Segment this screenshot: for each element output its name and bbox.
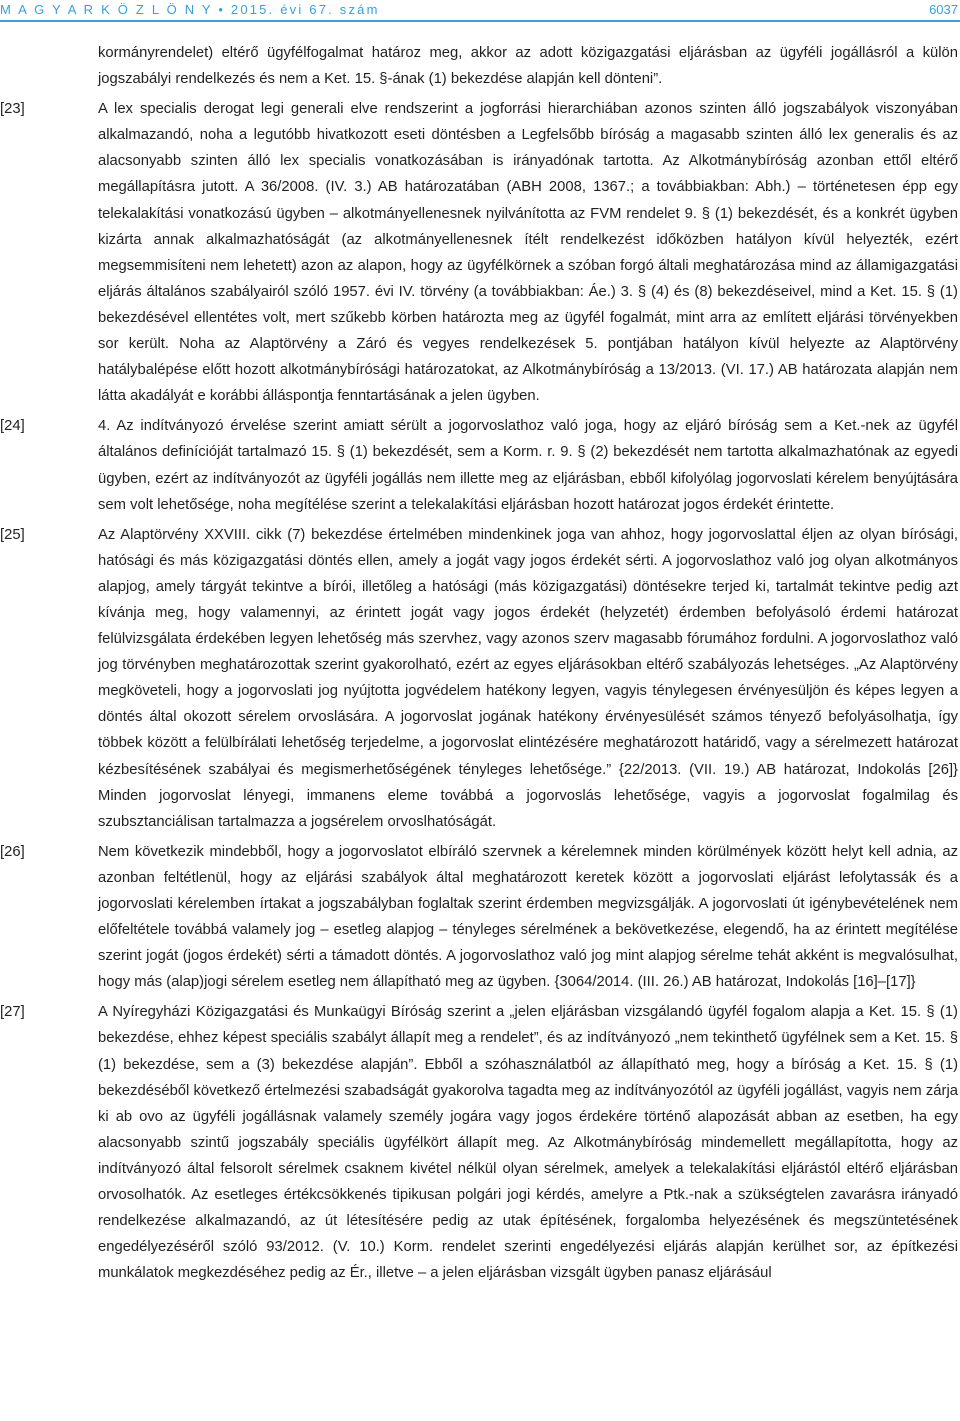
paragraph-text: kormányrendelet) eltérő ügyfélfogalmat határoz meg, akkor az adott közigazgatási eljárásban az ügyféli jogállásról a külön jogszabályi rendelkezés és nem a Ket. 15. §-ának (1) bekezdése alapján kell dönteni”.: [98, 45, 958, 88]
paragraph-25: [0, 522, 960, 835]
paragraph-number: [24]: [0, 418, 25, 435]
paragraph-26: [0, 839, 960, 996]
header-divider: [0, 20, 960, 22]
paragraph-number: [27]: [0, 1004, 25, 1021]
paragraph-number: [23]: [0, 101, 25, 118]
paragraph-text: A lex specialis derogat legi generali elve rendszerint a jogforrási hierarchiában azonos szinten álló jogszabályok viszonyában alkalmazandó, noha a legutóbb hivatkozott eseti döntésben a Legfelsőbb bíróság a magasabb szinten álló lex generalis és az alacsonyabb szinten álló lex specialis vonatkozásában is irányadónak tartotta. Az Alkotmánybíróság azonban ettől eltérő megállapításra jutott. A 36/2008. (IV. 3.) AB határozatában (ABH 2008, 1367.; a továbbiakban: Abh.) – történetesen épp egy telekalakítási vonatkozású ügyben – alkotmányellenesnek nyilvánította az FVM rendelet 9. § (1) bekezdését, és a konkrét ügyben kizárta annak alkalmazhatóságát (az alkotmányellenesnek ítélt rendelkezést időközben hatályon kívül helyezték, ezért megsemmisíteni nem lehetett) azon az alapon, hogy az ügyfélkörnek a szóban forgó általi meghatározása mind az államigazgatási eljárás általános szabályairól szóló 1957. évi IV. törvény (a továbbiakban: Áe.) 3. § (4) és (8) bekezdéseivel, mind a Ket. 15. § (1) bekezdésével ellentétes volt, mert szűkebb körben határozta meg az ügyfél fogalmát, mint arra az említett eljárási törvényekben sor került. Noha az Alaptörvény a Záró és vegyes rendelkezések 5. pontjában hatályon kívül helyezte az Alaptörvény hatálybalépése előtt hozott alkotmánybírósági határozatokat, az Alkotmánybíróság a 13/2013. (VI. 17.) AB határozata alapján nem látta akadályát e korábbi álláspontja fenntartásának a jelen ügyben.: [98, 101, 958, 405]
paragraph-text: Nem következik mindebből, hogy a jogorvoslatot elbíráló szervnek a kérelemnek minden körülmények között helyt kell adnia, az azonban feltétlenül, hogy az eljárási szabályok által meghatározott keretek között a jogorvoslati eljárást lefolytassák és a jogorvoslati kérelemben írtakat a jogszabályban foglaltak szerint érdemben megvizsgálják. A jogorvoslati út igénybevételének nem előfeltétele továbbá valamely jog – esetleg alapjog – tényleges sérelmének a bekövetkezése, elegendő, ha az érintett megítélése szerint jogát (jogos érdekét) sérti a támadott döntés. A jogorvoslathoz való jog mint alapjog sérelme tehát akként is megvalósulhat, hogy más (alap)jogi sérelem esetleg nem állapítható meg az ügyben. {3064/2014. (III. 26.) AB határozat, Indokolás [16]–[17]}: [98, 843, 958, 991]
paragraph-text: Az Alaptörvény XXVIII. cikk (7) bekezdése értelmében mindenkinek joga van ahhoz, hogy jogorvoslattal éljen az olyan bírósági, hatósági és más közigazgatási döntés ellen, amely a jogát vagy jogos érdekét sérti. A jogorvoslathoz való jog olyan alkotmányos alapjog, amely tárgyát tekintve a bírói, illetőleg a hatósági (más közigazgatási) döntésekre terjed ki, tartalmát tekintve pedig azt kívánja meg, hogy valamennyi, az érintett jogát vagy jogos érdekét (helyzetét) érdemben befolyásoló érdemi határozat felülvizsgálata érdekében legyen lehetőség más szervhez, vagy azonos szerv magasabb fórumához fordulni. A jogorvoslathoz való jog törvényben meghatározottak szerint gyakorolható, ezért az egyes eljárásokban eltérő szabályozás lehetséges. „Az Alaptörvény megköveteli, hogy a jogorvoslati jog nyújtotta jogvédelem hatékony legyen, vagyis ténylegesen érvényesüljön és képes legyen a döntés által okozott sérelem orvoslására. A jogorvoslat jogának hatékony érvényesülését számos tényező befolyásolhatja, így többek között a felülbírálati lehetőség terjedelme, a jogorvoslat elintézésére meghatározott határidő, vagy a sérelmezett határozat kézbesítésének szabályai és megismerhetőségének tényleges lehetősége.” {22/2013. (VII. 19.) AB határozat, Indokolás [26]} Minden jogorvoslat lényegi, immanens eleme továbbá a jogorvoslás lehetősége, vagyis a jogorvoslat fogalmilag és szubsztanciálisan tartalmazza a jogsérelem orvoslhatóságát.: [98, 526, 958, 830]
page-number: 6037: [929, 2, 958, 17]
page-header: [0, 0, 960, 22]
paragraph-27: [0, 999, 960, 1286]
paragraph-continuation: [0, 40, 960, 92]
paragraph-text: 4. Az indítványozó érvelése szerint amiatt sérült a jogorvoslathoz való joga, hogy az eljáró bíróság sem a Ket.-nek az ügyfél általános definícióját tartalmazó 15. § (1) bekezdését, sem a Korm. r. 9. § (2) bekezdését nem tartotta alkalmazhatónak az egyedi ügyben, ezért az indítványozót az ügyféli jogállás nem illette meg az eljárásban, ebből kifolyólag jogorvoslati kérelem benyújtására sem volt lehetősége, noha megítélése szerint a telekalakítási eljárásban hozott határozat jogos érdekét érintette.: [98, 418, 958, 513]
journal-title: M A G Y A R K Ö Z L Ö N Y • 2015. évi 67. szám: [0, 2, 380, 17]
paragraph-text: A Nyíregyházi Közigazgatási és Munkaügyi Bíróság szerint a „jelen eljárásban vizsgálandó ügyfél fogalom alapja a Ket. 15. § (1) bekezdése, ehhez képest speciális szabályt állapít meg a rendelet”, és az indítványozó „nem tekinthető ügyfélnek sem a Ket. 15. § (1) bekezdése, sem a (3) bekezdése alapján”. Ebből a szóhasználatból az állapítható meg, hogy a bíróság a Ket. 15. § (1) bekezdéséből következő értelmezési szabadságát gyakorolva tagadta meg az indítványozótól az ügyféli jogállást, vagyis nem zárja ki ab ovo az ügyféli jogállásnak valamely személy jogára vagy jogos érdekére történő alapozását abban az esetben, ha egy alacsonyabb szintű jogszabály speciális ügyfélkört állapít meg. Az Alkotmánybíróság mindemellett megállapította, hogy az indítványozó által felsorolt sérelmek csaknem kivétel nélkül olyan sérelmek, amelyek a telekalakítási eljárástól eltérő eljárásban orvosolhatók. Az esetleges értékcsökkenés tipikusan polgári jogi kérdés, amelyre a Ptk.-nak a szükségtelen zavarásra irányadó rendelkezése alkalmazandó, az út létesítésére pedig az utak építésének, forgalomba helyezésének és megszüntetésének engedélyezéséről szóló 93/2012. (V. 10.) Korm. rendelet szerinti engedélyezési eljárás alapján kerülhet sor, az építkezési munkálatok megkezdéséhez pedig az Ér., illetve – a jelen eljárásban vizsgált ügyben panasz eljárásául: [98, 1004, 958, 1282]
paragraph-number: [26]: [0, 843, 25, 860]
paragraph-24: [0, 413, 960, 517]
paragraph-number: [25]: [0, 526, 25, 543]
document-body: [0, 40, 960, 1286]
paragraph-23: [0, 96, 960, 409]
